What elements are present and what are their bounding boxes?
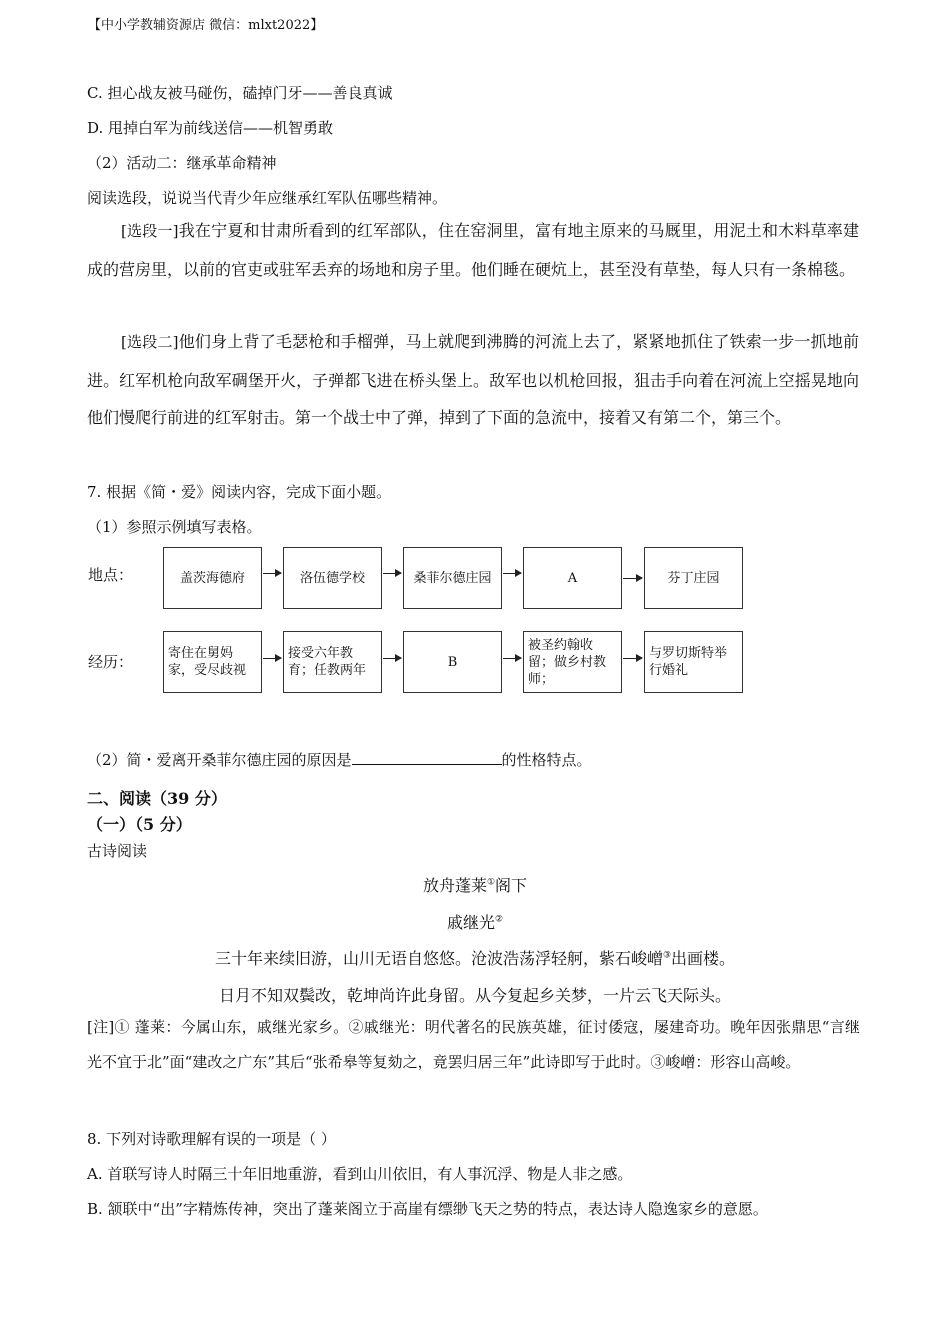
q8-title: 8. 下列对诗歌理解有误的一项是（ ） xyxy=(87,1130,336,1148)
place-text: A xyxy=(567,570,578,586)
place-box-5 xyxy=(644,547,743,609)
q7-sub2-before: （2）简・爱离开桑菲尔德庄园的原因是 xyxy=(87,751,352,769)
q8-option-a: A. 首联写诗人时隔三十年旧地重游，看到山川依旧，有人事沉浮、物是人非之感。 xyxy=(87,1165,633,1183)
poem-notes: [注]① 蓬莱：今属山东，戚继光家乡。②戚继光：明代著名的民族英雄，征讨倭寇，屡建奇功。晚年因张鼎思“言继光不宜于北”面“建改之广东”其后“张希皋等复劾之，竟罢归居三年”此诗即写于此时。③峻嶒：形容山高峻。 xyxy=(87,1018,860,1071)
poem-title xyxy=(0,873,950,896)
q7-sub2-after: 的性格特点。 xyxy=(501,751,592,769)
experience-box-4 xyxy=(523,631,622,693)
excerpt-2 xyxy=(87,323,859,437)
excerpt-2-text: 他们身上背了毛瑟枪和手榴弹，马上就爬到沸腾的河流上去了，紧紧地抓住了铁索一步一抓地前进。红军机枪向敌军碉堡开火，子弹都飞进在桥头堡上。敌军也以机枪回报，狙击手向着在河流上空摇晃地向他们慢爬行前进的红军射击。第一个战士中了弹，掉到了下面的急流中，接着又有第二个，第三个。 xyxy=(87,332,859,427)
excerpt-2-tag: [选段二] xyxy=(121,333,179,351)
place-box-2 xyxy=(283,547,382,609)
poem-title-note: ① xyxy=(486,877,496,888)
option-d: D. 甩掉白军为前线送信——机智勇敢 xyxy=(87,119,334,137)
place-text: 芬丁庄园 xyxy=(667,570,720,586)
source-header: 【中小学教辅资源店 微信：mlxt2022】 xyxy=(88,18,324,33)
arrow-right-icon xyxy=(623,578,642,579)
place-text: 洛伍德学校 xyxy=(299,570,365,586)
arrow-right-icon xyxy=(383,658,401,659)
experience-text: 寄住在舅妈家，受尽歧视 xyxy=(168,646,247,678)
activity2-title: （2）活动二：继承革命精神 xyxy=(87,154,277,172)
activity2-prompt: 阅读选段，说说当代青少年应继承红军队伍哪些精神。 xyxy=(87,189,448,207)
experience-box-1 xyxy=(163,631,262,693)
q8-option-b: B. 颔联中“出”字精炼传神，突出了蓬莱阁立于高崖有缥缈飞天之势的特点，表达诗人隐逸家乡的意愿。 xyxy=(87,1200,768,1218)
arrow-right-icon xyxy=(263,573,281,574)
place-box-3 xyxy=(403,547,502,609)
place-text: 盖茨海德府 xyxy=(179,570,245,586)
q7-sub2 xyxy=(87,749,592,770)
experience-text: 接受六年教育；任教两年 xyxy=(288,646,367,678)
answer-blank[interactable] xyxy=(352,752,502,765)
poem-line-2: 日月不知双鬓改，乾坤尚许此身留。从今复起乡关梦，一片云飞天际头。 xyxy=(218,986,731,1005)
poem-author xyxy=(0,910,950,933)
excerpt-1-text: 我在宁夏和甘肃所看到的红军部队，住在窑洞里，富有地主原来的马厩里，用泥土和木料草率建成的营房里，以前的官吏或驻军丢弃的场地和房子里。他们睡在硬炕上，甚至没有草垫，每人只有一条棉毯。 xyxy=(87,221,859,279)
place-box-4 xyxy=(523,547,622,609)
poem-line-1 xyxy=(0,946,950,969)
experience-text: B xyxy=(447,654,458,670)
option-c: C. 担心战友被马碰伤，磕掉门牙——善良真诚 xyxy=(87,84,393,102)
poem-author-note: ② xyxy=(494,914,504,925)
experience-text: 与罗切斯特举行婚礼 xyxy=(649,646,728,678)
arrow-right-icon xyxy=(263,658,281,659)
section-title: 二、阅读（39 分） xyxy=(87,789,227,808)
poem-line-1b: 出画楼。 xyxy=(671,949,736,968)
arrow-right-icon xyxy=(623,658,642,659)
poem-author-text: 戚继光 xyxy=(446,913,495,932)
arrow-right-icon xyxy=(503,573,521,574)
q7-sub1: （1）参照示例填写表格。 xyxy=(87,518,262,536)
place-text: 桑菲尔德庄园 xyxy=(413,570,492,586)
excerpt-1 xyxy=(87,212,859,288)
q7-title: 7. 根据《简・爱》阅读内容，完成下面小题。 xyxy=(87,483,392,501)
poem-title-text: 放舟蓬莱 xyxy=(422,876,487,895)
poem-title-end: 阁下 xyxy=(495,876,528,895)
section-label: 古诗阅读 xyxy=(87,842,148,860)
experience-box-5 xyxy=(644,631,743,693)
section-part: （一）（5 分） xyxy=(87,815,192,834)
experience-box-3 xyxy=(403,631,502,693)
excerpt-1-tag: [选段一] xyxy=(121,222,179,240)
poem-line-1-note: ③ xyxy=(662,950,672,961)
place-label: 地点： xyxy=(88,566,134,584)
experience-label: 经历： xyxy=(88,653,134,671)
arrow-right-icon xyxy=(503,658,521,659)
arrow-right-icon xyxy=(383,573,401,574)
place-box-1 xyxy=(163,547,262,609)
poem-line-1a: 三十年来续旧游，山川无语自悠悠。沧波浩荡浮轻舸，紫石峻嶒 xyxy=(214,949,663,968)
experience-box-2 xyxy=(283,631,382,693)
experience-text: 被圣约翰收留；做乡村教师； xyxy=(528,637,607,687)
